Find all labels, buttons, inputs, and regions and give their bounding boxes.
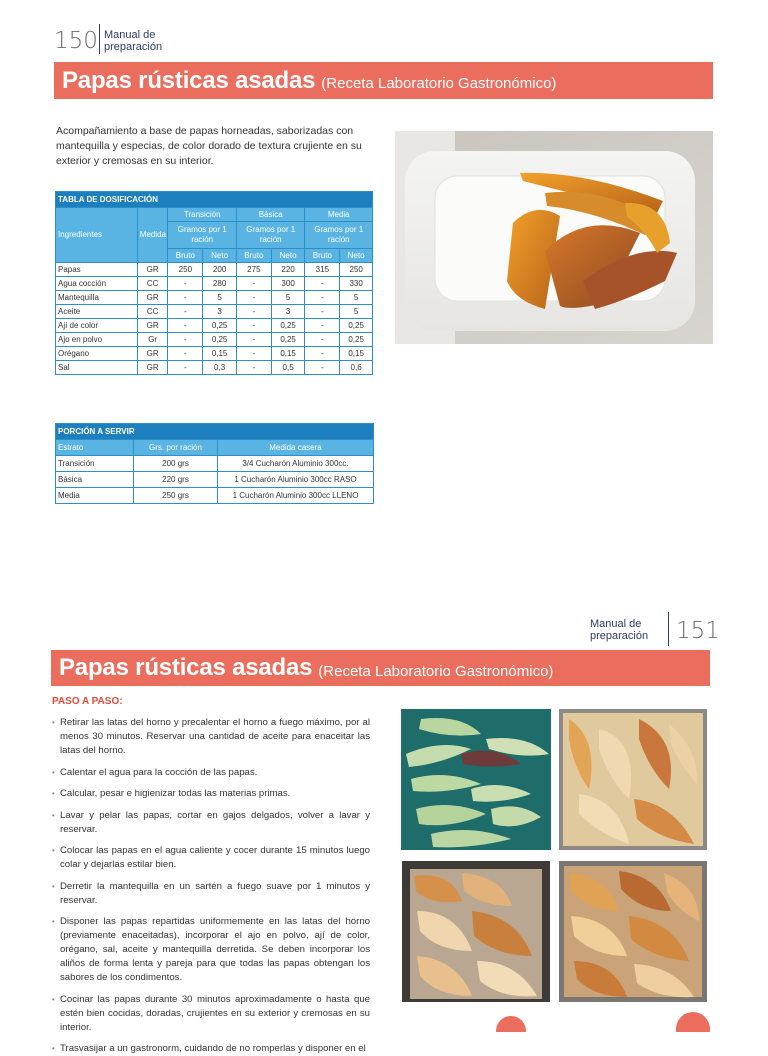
recipe-intro: Acompañamiento a base de papas horneadas, saborizadas con mantequilla y especias, de color dorado de textura crujiente en su exterior y cremosas en su interior. — [56, 125, 362, 167]
dosage-table-body — [56, 263, 373, 375]
amount-cell: - — [168, 291, 203, 305]
amount-cell: - — [305, 319, 340, 333]
amount-cell: - — [168, 347, 203, 361]
amount-cell: - — [168, 361, 203, 375]
amount-cell: - — [305, 333, 340, 347]
table-row — [56, 291, 373, 305]
amount-cell: - — [305, 291, 340, 305]
amount-cell: - — [236, 347, 271, 361]
amount-cell: - — [168, 277, 203, 291]
measure-cell: GR — [137, 347, 168, 361]
amount-cell: - — [168, 319, 203, 333]
header-divider — [668, 612, 669, 646]
step-photo-seasoned-tray-image — [559, 709, 707, 850]
manual-label-line2: preparación — [590, 630, 649, 642]
amount-cell: 0,25 — [340, 333, 373, 347]
portion-table — [55, 423, 374, 504]
ingredient-cell: Mantequilla — [56, 291, 138, 305]
ingredient-cell: Orégano — [56, 347, 138, 361]
table-row — [56, 488, 374, 504]
col-ingredients: Ingredientes — [56, 208, 138, 263]
group-media: Media — [305, 208, 373, 222]
grams-label: Gramos por 1 ración — [168, 222, 237, 249]
table-row — [56, 456, 374, 472]
amount-cell: - — [236, 361, 271, 375]
portion-table-body — [56, 456, 374, 504]
steps-heading: PASO A PASO: — [52, 696, 123, 707]
recipe-title-band — [51, 650, 710, 686]
step-item: • Calentar el agua para la cocción de las papas. — [52, 766, 370, 780]
amount-cell: 3 — [271, 305, 305, 319]
amount-cell: 275 — [236, 263, 271, 277]
table-row — [56, 305, 373, 319]
amount-cell: 330 — [340, 277, 373, 291]
amount-cell: 0,15 — [203, 347, 237, 361]
step-photo-cooked-tray — [559, 861, 707, 1002]
footer-decoration — [496, 1016, 526, 1032]
footer-decoration — [676, 1012, 710, 1032]
recipe-title: Papas rústicas asadas — [59, 654, 313, 681]
step-item: • Derretir la mantequilla en un sartén a fuego suave por 1 minutos y reservar. — [52, 880, 370, 908]
ingredient-cell: Papas — [56, 263, 138, 277]
step-photo-raw-wedges-image — [401, 709, 551, 850]
ingredient-cell: Agua cocción — [56, 277, 138, 291]
amount-cell: - — [305, 347, 340, 361]
manual-label — [104, 29, 162, 53]
amount-cell: 315 — [305, 263, 340, 277]
amount-cell: - — [236, 305, 271, 319]
amount-cell: - — [305, 361, 340, 375]
recipe-subtitle: (Receta Laboratorio Gastronómico) — [321, 75, 557, 92]
step-item: • Calcular, pesar e higienizar todas las materias primas. — [52, 787, 370, 801]
table-row — [56, 361, 373, 375]
ingredient-cell: Ají de color — [56, 319, 138, 333]
table-row — [56, 319, 373, 333]
amount-cell: 0,25 — [271, 319, 305, 333]
sub-bruto: Bruto — [305, 249, 340, 263]
portion-table-caption: PORCIÓN A SERVIR — [56, 424, 374, 440]
col-medida: Medida casera — [218, 440, 374, 456]
step-item: • Trasvasijar a un gastronorm, cuidando de no romperlas y disponer en el — [52, 1042, 370, 1056]
col-estrato: Estrato — [56, 440, 134, 456]
sub-bruto: Bruto — [236, 249, 271, 263]
measure-cell: GR — [137, 291, 168, 305]
col-measure: Medida — [137, 208, 168, 263]
measure-cell: Gr — [137, 333, 168, 347]
steps-container — [52, 716, 370, 1054]
amount-cell: 0,6 — [340, 361, 373, 375]
amount-cell: 0,15 — [271, 347, 305, 361]
manual-label-line1: Manual de — [590, 618, 642, 630]
sub-neto: Neto — [340, 249, 373, 263]
step-item: • Retirar las latas del horno y precalentar el horno a fuego máximo, por al menos 30 minutos. Reservar una cantidad de aceite para enaceitar las latas del horno. — [52, 716, 370, 758]
ingredient-cell: Sal — [56, 361, 138, 375]
table-row — [56, 472, 374, 488]
grs-cell: 250 grs — [134, 488, 218, 504]
amount-cell: 0,5 — [271, 361, 305, 375]
amount-cell: - — [168, 305, 203, 319]
manual-label-line2: preparación — [104, 41, 163, 53]
measure-cell: GR — [137, 361, 168, 375]
measure-cell: CC — [137, 277, 168, 291]
recipe-title-band — [54, 62, 713, 99]
page-number: 151 — [676, 618, 720, 644]
measure-cell: CC — [137, 305, 168, 319]
amount-cell: 0,25 — [271, 333, 305, 347]
grams-label: Gramos por 1 ración — [305, 222, 373, 249]
step-photo-seasoned-tray — [559, 709, 707, 850]
dish-photo — [395, 131, 713, 344]
amount-cell: 0,3 — [203, 361, 237, 375]
medida-cell: 1 Cucharón Aluminio 300cc LLENO — [218, 488, 374, 504]
dish-photo-image — [395, 131, 713, 344]
manual-label-line1: Manual de — [104, 29, 156, 41]
amount-cell: - — [305, 305, 340, 319]
amount-cell: 200 — [203, 263, 237, 277]
amount-cell: - — [168, 333, 203, 347]
amount-cell: - — [236, 291, 271, 305]
manual-label — [590, 618, 648, 642]
dosage-table-caption: TABLA DE DOSIFICACIÓN — [56, 192, 373, 208]
amount-cell: 280 — [203, 277, 237, 291]
step-photo-cooked-tray-image — [559, 861, 707, 1002]
recipe-title: Papas rústicas asadas — [62, 66, 316, 94]
amount-cell: 5 — [271, 291, 305, 305]
step-item: • Colocar las papas en el agua caliente y cocer durante 15 minutos luego colar y dejarlas estilar bien. — [52, 844, 370, 872]
sub-neto: Neto — [203, 249, 237, 263]
measure-cell: GR — [137, 319, 168, 333]
step-item: • Disponer las papas repartidas uniformemente en las latas del horno (previamente enaceitadas), incorporar el ajo en polvo, ají de color, orégano, sal, aceite y mantequilla derretida. Se deben incorporar los aliños de forma lenta y pareja para que todas las papas obtengan los sabores de los condimentos. — [52, 915, 370, 985]
estrato-cell: Media — [56, 488, 134, 504]
group-basica: Básica — [236, 208, 305, 222]
amount-cell: 300 — [271, 277, 305, 291]
step-photo-raw-wedges — [401, 709, 551, 850]
estrato-cell: Básica — [56, 472, 134, 488]
amount-cell: 0,15 — [340, 347, 373, 361]
grs-cell: 200 grs — [134, 456, 218, 472]
amount-cell: - — [236, 277, 271, 291]
amount-cell: 0,25 — [203, 319, 237, 333]
amount-cell: 5 — [203, 291, 237, 305]
amount-cell: 250 — [168, 263, 203, 277]
amount-cell: - — [236, 319, 271, 333]
step-item: • Cocinar las papas durante 30 minutos aproximadamente o hasta que estén bien cocidas, doradas, crujientes en su exterior y cremosas en su interior. — [52, 993, 370, 1035]
amount-cell: 3 — [203, 305, 237, 319]
table-row — [56, 347, 373, 361]
amount-cell: 5 — [340, 291, 373, 305]
recipe-subtitle: (Receta Laboratorio Gastronómico) — [318, 662, 554, 680]
amount-cell: 220 — [271, 263, 305, 277]
amount-cell: - — [236, 333, 271, 347]
amount-cell: 0,25 — [203, 333, 237, 347]
amount-cell: - — [305, 277, 340, 291]
sub-neto: Neto — [271, 249, 305, 263]
steps-list — [52, 716, 370, 1056]
medida-cell: 3/4 Cucharón Aluminio 300cc. — [218, 456, 374, 472]
medida-cell: 1 Cucharón Aluminio 300cc RASO — [218, 472, 374, 488]
sub-bruto: Bruto — [168, 249, 203, 263]
amount-cell: 5 — [340, 305, 373, 319]
table-row — [56, 277, 373, 291]
amount-cell: 0,25 — [340, 319, 373, 333]
grams-label: Gramos por 1 ración — [236, 222, 305, 249]
step-photo-baking-tray-image — [402, 861, 550, 1002]
step-photo-baking-tray — [402, 861, 550, 1002]
measure-cell: GR — [137, 263, 168, 277]
dosage-table — [55, 191, 373, 375]
estrato-cell: Transición — [56, 456, 134, 472]
step-item: • Lavar y pelar las papas, cortar en gajos delgados, volver a lavar y reservar. — [52, 809, 370, 837]
page-number: 150 — [54, 28, 98, 54]
ingredient-cell: Ajo en polvo — [56, 333, 138, 347]
col-grs: Grs. por ración — [134, 440, 218, 456]
ingredient-cell: Aceite — [56, 305, 138, 319]
group-transicion: Transición — [168, 208, 237, 222]
table-row — [56, 333, 373, 347]
amount-cell: 250 — [340, 263, 373, 277]
header-divider — [99, 24, 100, 54]
grs-cell: 220 grs — [134, 472, 218, 488]
table-row — [56, 263, 373, 277]
